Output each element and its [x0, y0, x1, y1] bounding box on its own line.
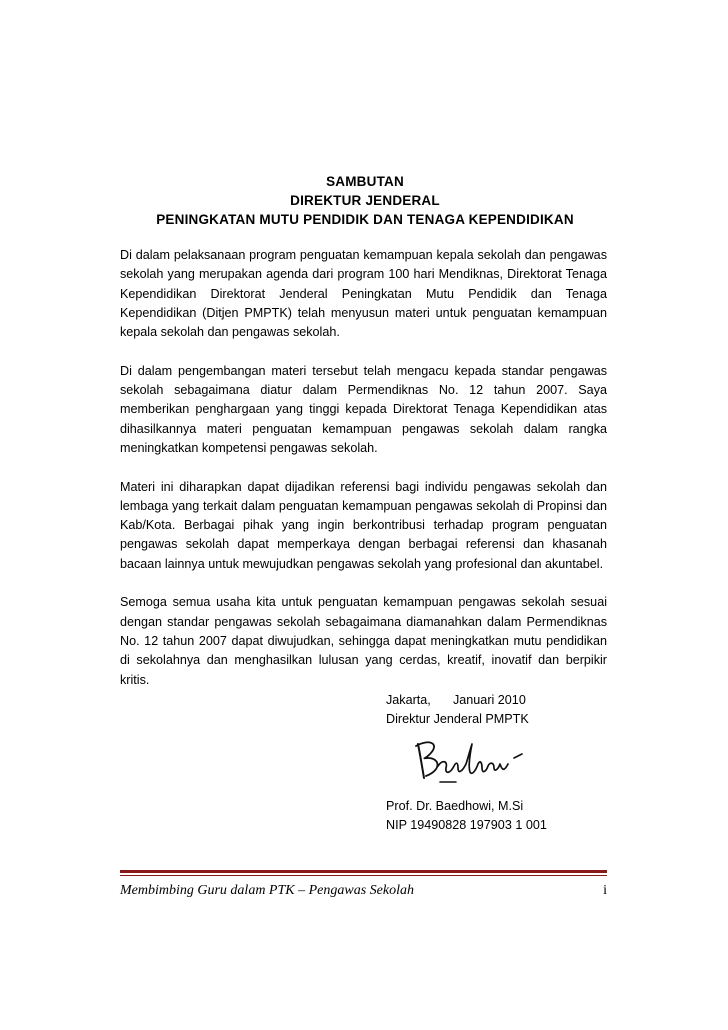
footer-rule [120, 870, 607, 873]
heading-line-3: PENINGKATAN MUTU PENDIDIK DAN TENAGA KEPENDIDIKAN [156, 212, 574, 227]
footer-title: Membimbing Guru dalam PTK – Pengawas Sekolah [120, 883, 414, 898]
paragraph-3: Materi ini diharapkan dapat dijadikan referensi bagi individu pengawas sekolah dan lembaga yang terkait dalam penguatan kemampuan pengawas sekolah di Propinsi dan Kab/Kota. Berbagai pihak yang ingin berkontribusi terhadap program penguatan pengawas sekolah dapat memperkaya dengan berbagai referensi dan khasanah bacaan lainnya untuk mewujudkan pengawas sekolah yang profesional dan akuntabel. [120, 479, 607, 571]
document-body [120, 246, 607, 709]
paragraph-2: Di dalam pengembangan materi tersebut telah mengacu kepada standar pengawas sekolah sebagaimana diatur dalam Permendiknas No. 12 tahun 2007. Saya memberikan penghargaan yang tinggi kepada Direktorat Tenaga Kependidikan atas dihasilkannya materi penguatan kemampuan pengawas sekolah dalam rangka meningkatkan kompetensi pengawas sekolah. [120, 363, 607, 455]
paragraph-4: Semoga semua usaha kita untuk penguatan kemampuan pengawas sekolah sesuai dengan standar pengawas sekolah sebagaimana diamanahkan dalam Permendiknas No. 12 tahun 2007 dapat diwujudkan, sehingga dapat meningkatkan mutu pendidikan di sekolahnya dan menghasilkan lulusan yang cerdas, kreatif, inovatif dan berpikir kritis. [120, 595, 607, 687]
paragraph-1: Di dalam pelaksanaan program penguatan kemampuan kepala sekolah dan pengawas sekolah yang merupakan agenda dari program 100 hari Mendiknas, Direktorat Tenaga Kependidikan Direktorat Jenderal Peningkatan Mutu Pendidik dan Tenaga Kependidikan (Ditjen PMPTK) telah menyusun materi untuk penguatan kemampuan kepala sekolah dan pengawas sekolah. [120, 248, 607, 340]
handwritten-signature [400, 736, 540, 786]
heading-line-2: DIREKTUR JENDERAL [290, 193, 440, 208]
page-number: i [603, 883, 607, 898]
signatory-nip: NIP 19490828 197903 1 001 [386, 817, 547, 832]
signature-city: Jakarta, [386, 693, 431, 707]
signature-place-date [386, 691, 547, 710]
signature-date: Januari 2010 [453, 693, 526, 707]
signature-position: Direktur Jenderal PMPTK [386, 712, 529, 727]
footer-rule-thin [120, 875, 607, 876]
document-heading [100, 172, 630, 229]
signatory-name: Prof. Dr. Baedhowi, M.Si [386, 798, 524, 813]
heading-line-1: SAMBUTAN [326, 174, 404, 189]
signature-block [386, 691, 547, 835]
